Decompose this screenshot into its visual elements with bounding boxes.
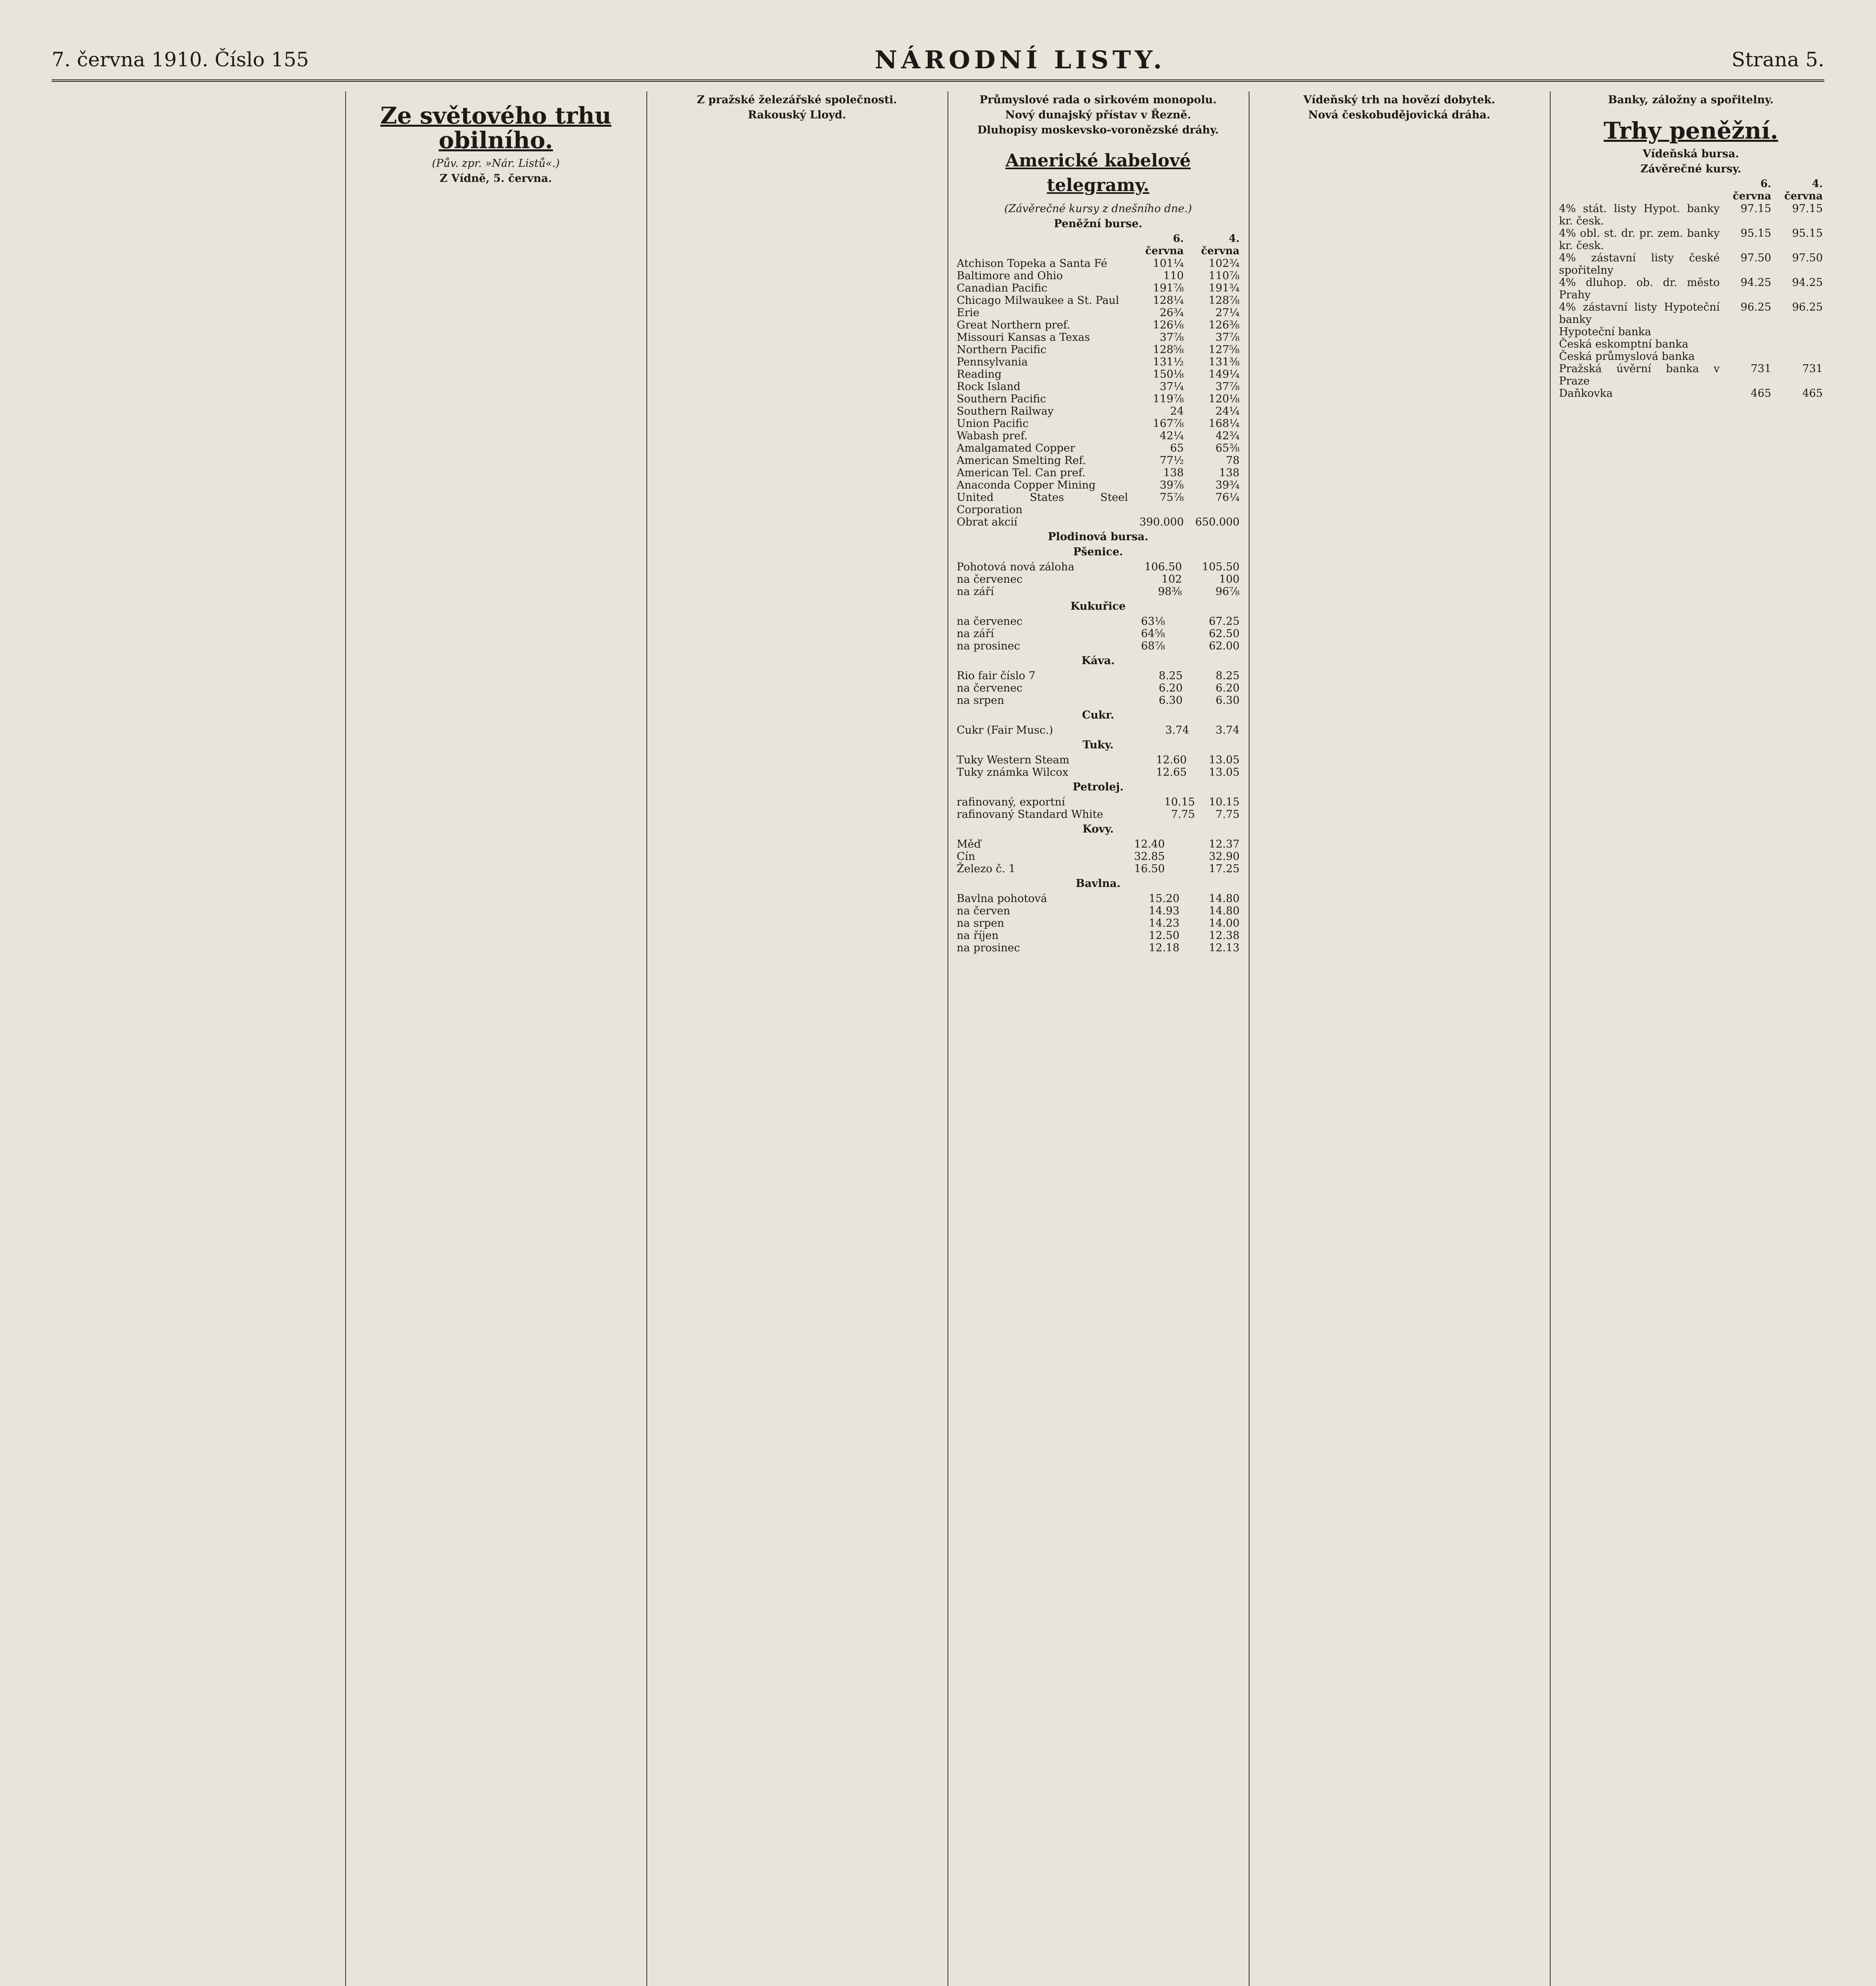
row-value: 96.25: [1741, 301, 1772, 313]
row-value: 6.30: [1215, 694, 1240, 707]
row-value: 27¼: [1215, 307, 1240, 319]
row-label: American Tel. Can pref.: [957, 467, 1086, 479]
row-value: 94.25: [1741, 276, 1772, 289]
row-value: 14.80: [1209, 905, 1240, 917]
row-value: 62.00: [1209, 640, 1240, 652]
column-2: [353, 91, 639, 1986]
row-label: Cukr (Fair Musc.): [957, 724, 1053, 736]
row-value: 62.50: [1209, 628, 1240, 640]
stock-row: [955, 294, 1241, 307]
row-value: 39¾: [1215, 479, 1240, 491]
stock-row: [955, 282, 1241, 294]
column-divider: [345, 91, 346, 1986]
coffee-table: [955, 670, 1241, 707]
petroleum-table: [955, 796, 1241, 821]
stock-row: [955, 270, 1241, 282]
cotton-table: [955, 893, 1241, 954]
row-value: 24¼: [1215, 405, 1240, 417]
row-value: 120⅛: [1209, 393, 1240, 405]
wheat-table: [955, 561, 1241, 598]
exchange-row: [1557, 338, 1824, 350]
row-value: 131½: [1153, 356, 1184, 368]
row-value: 102: [1161, 573, 1182, 585]
section-heading: Nová českobudějovická dráha.: [1308, 109, 1491, 121]
commodity-row: [955, 628, 1241, 640]
row-value: 68⅞: [1141, 640, 1165, 652]
money-markets-title: Trhy peněžní.: [1603, 117, 1778, 144]
row-label: na srpen: [957, 917, 1004, 929]
row-label: Česká průmyslová banka: [1559, 350, 1695, 363]
row-label: Atchison Topeka a Santa Fé: [957, 257, 1108, 270]
row-value: 127⅝: [1209, 344, 1240, 356]
row-value: 12.38: [1209, 929, 1240, 942]
row-value: 168¼: [1209, 417, 1240, 430]
stock-row: [955, 442, 1241, 454]
row-value: 32.85: [1134, 850, 1165, 863]
row-value: 119⅞: [1153, 393, 1184, 405]
row-value: 16.50: [1134, 863, 1165, 875]
row-label: rafinovaný, exportní: [957, 796, 1065, 808]
row-value: 64⅝: [1141, 628, 1165, 640]
commodity-row: [955, 561, 1241, 573]
commodity-row: [955, 929, 1241, 942]
row-value: 14.00: [1209, 917, 1240, 929]
row-value: 150⅛: [1153, 368, 1184, 381]
row-label: Pohotová nová záloha: [957, 561, 1075, 573]
row-value: 10.15: [1164, 796, 1195, 808]
commodity-row: [955, 850, 1241, 863]
commodity-row: [955, 905, 1241, 917]
row-label: na červenec: [957, 615, 1023, 628]
money-market-heading: Peněžní burse.: [1054, 218, 1143, 230]
row-value: 14.80: [1209, 893, 1240, 905]
row-label: 4% dluhop. ob. dr. město Prahy: [1559, 276, 1720, 301]
stock-row: [955, 479, 1241, 491]
section-heading: Banky, záložny a spořitelny.: [1608, 94, 1774, 106]
row-value: 149¼: [1209, 368, 1240, 381]
stock-row: [955, 381, 1241, 393]
row-value: 131⅜: [1209, 356, 1240, 368]
row-value: 97.50: [1741, 252, 1772, 264]
row-label: Hypoteční banka: [1559, 326, 1652, 338]
stock-row: [955, 356, 1241, 368]
section-heading: Nový dunajský přístav v Řezně.: [1005, 109, 1191, 121]
row-value: 42¾: [1215, 430, 1240, 442]
row-label: na červenec: [957, 573, 1023, 585]
row-value: 110: [1163, 270, 1184, 282]
row-label: 4% obl. st. dr. pr. zem. banky kr. česk.: [1559, 227, 1720, 252]
row-value: 10.15: [1209, 796, 1240, 808]
vienna-bourse-heading: Vídeňská bursa.: [1642, 148, 1739, 160]
row-value: 8.25: [1215, 670, 1240, 682]
row-value: 105.50: [1202, 561, 1240, 573]
row-value: 138: [1163, 467, 1184, 479]
row-value: 63⅛: [1141, 615, 1165, 628]
row-label: Baltimore and Ohio: [957, 270, 1063, 282]
row-value: 6.30: [1158, 694, 1183, 707]
row-label: Reading: [957, 368, 1002, 381]
stock-row: [955, 257, 1241, 270]
row-value: 37⅞: [1215, 331, 1240, 344]
row-label: na červenec: [957, 682, 1023, 694]
commodity-row: [955, 917, 1241, 929]
row-label: Anaconda Copper Mining: [957, 479, 1096, 491]
row-value: 96⅞: [1215, 585, 1240, 598]
stock-row: [955, 516, 1241, 528]
row-value: 126⅛: [1153, 319, 1184, 331]
row-value: 26¾: [1160, 307, 1184, 319]
row-label: Great Northern pref.: [957, 319, 1070, 331]
stock-row: [955, 331, 1241, 344]
row-value: 138: [1219, 467, 1240, 479]
row-value: 731: [1802, 363, 1823, 375]
corn-table: [955, 615, 1241, 652]
exchange-row: [1557, 301, 1824, 326]
commodity-row: [955, 682, 1241, 694]
wheat-heading: Pšenice.: [1073, 546, 1123, 558]
stock-row: [955, 368, 1241, 381]
row-label: na srpen: [957, 694, 1004, 707]
row-value: 14.23: [1149, 917, 1180, 929]
row-value: 65: [1170, 442, 1184, 454]
row-value: 7.75: [1215, 808, 1240, 821]
row-value: 96.25: [1792, 301, 1823, 313]
exchange-row: [1557, 227, 1824, 252]
fats-table: [955, 754, 1241, 779]
row-label: na prosinec: [957, 942, 1020, 954]
row-value: 465: [1802, 387, 1823, 400]
row-value: 191¾: [1209, 282, 1240, 294]
row-label: Česká eskomptní banka: [1559, 338, 1688, 350]
column-5: [1256, 91, 1542, 1986]
commodity-row: [955, 640, 1241, 652]
row-value: 12.50: [1149, 929, 1180, 942]
exchange-row: [1557, 350, 1824, 363]
commodity-row: [955, 942, 1241, 954]
row-value: 42¼: [1160, 430, 1184, 442]
stock-row: [955, 491, 1241, 516]
row-value: 12.13: [1209, 942, 1240, 954]
row-value: 731: [1750, 363, 1772, 375]
row-value: 76¼: [1215, 491, 1240, 504]
row-value: 191⅞: [1153, 282, 1184, 294]
row-label: Cín: [957, 850, 975, 863]
row-value: 37⅞: [1215, 381, 1240, 393]
row-label: na červen: [957, 905, 1010, 917]
exchange-row: [1557, 387, 1824, 400]
exchange-row: [1557, 363, 1824, 387]
row-label: na září: [957, 628, 994, 640]
row-value: 39⅞: [1160, 479, 1184, 491]
row-value: 13.05: [1209, 766, 1240, 779]
row-label: Union Pacific: [957, 417, 1029, 430]
stock-row: [955, 307, 1241, 319]
stock-row: [955, 393, 1241, 405]
metals-table: [955, 838, 1241, 875]
masthead: [52, 44, 1824, 75]
row-value: [1721, 326, 1773, 338]
row-value: 650.000: [1195, 516, 1240, 528]
row-value: [1773, 350, 1824, 363]
column-3: [654, 91, 940, 1986]
row-value: 95.15: [1741, 227, 1772, 240]
row-value: 390.000: [1139, 516, 1184, 528]
row-label: 4% zástavní listy Hypoteční banky: [1559, 301, 1720, 326]
row-value: 7.75: [1171, 808, 1195, 821]
row-label: Tuky Western Steam: [957, 754, 1070, 766]
exchange-row: [1557, 326, 1824, 338]
row-label: Pennsylvania: [957, 356, 1028, 368]
sugar-heading: Cukr.: [1082, 709, 1114, 721]
exchange-row: [1557, 276, 1824, 301]
row-value: 12.65: [1156, 766, 1187, 779]
commodity-row: [955, 585, 1241, 598]
row-value: 3.74: [1165, 724, 1189, 736]
stock-row: [955, 344, 1241, 356]
corn-heading: Kukuřice: [1070, 600, 1126, 612]
commodity-row: [955, 808, 1241, 821]
exchange-row: [1557, 252, 1824, 276]
col-head: 4. června: [1201, 233, 1240, 257]
issue-info: 7. června 1910. Číslo 155: [52, 48, 309, 71]
row-value: 12.18: [1149, 942, 1180, 954]
stock-row: [955, 417, 1241, 430]
column-4: [955, 91, 1241, 1986]
commodity-row: [955, 573, 1241, 585]
row-value: 14.93: [1149, 905, 1180, 917]
row-value: 128⅞: [1209, 294, 1240, 307]
row-label: Northern Pacific: [957, 344, 1046, 356]
row-value: 37¼: [1160, 381, 1184, 393]
column-6: [1557, 91, 1824, 1986]
commodity-row: [955, 754, 1241, 766]
column-divider: [1550, 91, 1551, 1986]
row-value: 12.40: [1134, 838, 1165, 850]
commodity-row: [955, 766, 1241, 779]
row-value: 67.25: [1209, 615, 1240, 628]
commodity-row: [955, 724, 1241, 736]
row-label: Bavlna pohotová: [957, 893, 1047, 905]
telegrams-title: Americké kabelové telegramy.: [1005, 151, 1191, 195]
stocks-table: [955, 233, 1241, 528]
row-value: 102¾: [1209, 257, 1240, 270]
row-label: Wabash pref.: [957, 430, 1028, 442]
commodity-row: [955, 615, 1241, 628]
section-heading: Dluhopisy moskevsko-voronězské dráhy.: [977, 124, 1219, 136]
coffee-heading: Káva.: [1081, 655, 1115, 667]
sugar-table: [955, 724, 1241, 736]
row-value: 65⅜: [1215, 442, 1240, 454]
row-value: [1721, 338, 1773, 350]
row-value: 106.50: [1144, 561, 1182, 573]
row-label: Erie: [957, 307, 980, 319]
row-value: 101¼: [1153, 257, 1184, 270]
exchange-row: [1557, 203, 1824, 227]
row-label: American Smelting Ref.: [957, 454, 1086, 467]
section-heading: Rakouský Lloyd.: [748, 109, 846, 121]
section-dateline: Z Vídně, 5. června.: [439, 172, 552, 185]
fats-heading: Tuky.: [1083, 739, 1114, 751]
row-label: na prosinec: [957, 640, 1020, 652]
row-value: 128¼: [1153, 294, 1184, 307]
commodity-row: [955, 893, 1241, 905]
row-label: United States Steel Corporation: [957, 491, 1128, 516]
commodity-row: [955, 694, 1241, 707]
row-label: Daňkovka: [1559, 387, 1613, 400]
stock-row: [955, 405, 1241, 417]
products-market-heading: Plodinová bursa.: [1048, 531, 1149, 543]
closing-rates-heading: Závěrečné kursy.: [1640, 163, 1741, 175]
stock-row: [955, 430, 1241, 442]
metals-heading: Kovy.: [1082, 823, 1114, 835]
row-value: 15.20: [1149, 893, 1180, 905]
col-head: 6. června: [1145, 233, 1184, 257]
petroleum-heading: Petrolej.: [1072, 781, 1124, 793]
row-label: Rio fair číslo 7: [957, 670, 1036, 682]
masthead-rule: [52, 79, 1824, 82]
row-label: Obrat akcií: [957, 516, 1017, 528]
column-divider: [646, 91, 647, 1986]
row-value: 110⅞: [1209, 270, 1240, 282]
row-value: 97.15: [1741, 203, 1772, 215]
row-value: 12.60: [1156, 754, 1187, 766]
stock-row: [955, 319, 1241, 331]
column-1: [52, 91, 338, 1986]
cotton-heading: Bavlna.: [1075, 877, 1121, 890]
col-head: 6. června: [1733, 178, 1772, 202]
row-label: na září: [957, 585, 994, 598]
row-label: Měď: [957, 838, 981, 850]
row-value: 37⅞: [1160, 331, 1184, 344]
section-heading: Průmyslové rada o sirkovém monopolu.: [979, 94, 1217, 106]
row-label: Pražská úvěrní banka v Praze: [1559, 363, 1720, 387]
row-value: 77½: [1160, 454, 1184, 467]
commodity-row: [955, 796, 1241, 808]
row-value: 12.37: [1209, 838, 1240, 850]
exchange-table: [1557, 178, 1824, 400]
row-label: 4% zástavní listy české spořitelny: [1559, 252, 1720, 276]
row-value: 97.15: [1792, 203, 1823, 215]
commodity-row: [955, 670, 1241, 682]
stock-row: [955, 467, 1241, 479]
stock-row: [955, 454, 1241, 467]
commodity-row: [955, 838, 1241, 850]
section-source: (Pův. zpr. »Nár. Listů«.): [432, 157, 560, 170]
row-label: Rock Island: [957, 381, 1021, 393]
row-value: [1773, 338, 1824, 350]
row-value: 78: [1226, 454, 1240, 467]
row-value: 6.20: [1158, 682, 1183, 694]
row-value: 3.74: [1215, 724, 1240, 736]
row-value: 167⅞: [1153, 417, 1184, 430]
row-value: 128⅝: [1153, 344, 1184, 356]
cattle-market-heading: Vídeňský trh na hovězí dobytek.: [1303, 94, 1495, 106]
col-head: 4. června: [1784, 178, 1823, 202]
row-label: Southern Railway: [957, 405, 1054, 417]
row-label: Canadian Pacific: [957, 282, 1048, 294]
row-value: 24: [1170, 405, 1184, 417]
section-heading: Z pražské železářské společnosti.: [697, 94, 897, 106]
telegrams-subtitle: (Závěrečné kursy z dnešního dne.): [1004, 203, 1192, 215]
row-label: Amalgamated Copper: [957, 442, 1075, 454]
row-label: Tuky známka Wilcox: [957, 766, 1069, 779]
newspaper-title: NÁRODNÍ LISTY.: [874, 45, 1166, 74]
row-value: 97.50: [1792, 252, 1823, 264]
row-value: 75⅞: [1160, 491, 1184, 504]
row-value: 98⅜: [1158, 585, 1182, 598]
row-value: 94.25: [1792, 276, 1823, 289]
row-label: Missouri Kansas a Texas: [957, 331, 1090, 344]
row-label: Southern Pacific: [957, 393, 1046, 405]
commodity-row: [955, 863, 1241, 875]
row-label: rafinovaný Standard White: [957, 808, 1103, 821]
row-value: 8.25: [1158, 670, 1183, 682]
row-value: 6.20: [1215, 682, 1240, 694]
row-label: Železo č. 1: [957, 863, 1015, 875]
row-value: 465: [1750, 387, 1772, 400]
row-label: Chicago Milwaukee a St. Paul: [957, 294, 1119, 307]
row-value: [1773, 326, 1824, 338]
row-value: 13.05: [1209, 754, 1240, 766]
row-value: 95.15: [1792, 227, 1823, 240]
page-number: Strana 5.: [1731, 48, 1824, 71]
row-value: 100: [1219, 573, 1240, 585]
row-value: 17.25: [1209, 863, 1240, 875]
row-value: 32.90: [1209, 850, 1240, 863]
row-value: [1721, 350, 1773, 363]
row-label: na říjen: [957, 929, 999, 942]
section-title: Ze světového trhu obilního.: [380, 102, 611, 154]
row-label: 4% stát. listy Hypot. banky kr. česk.: [1559, 203, 1720, 227]
row-value: 126⅜: [1209, 319, 1240, 331]
